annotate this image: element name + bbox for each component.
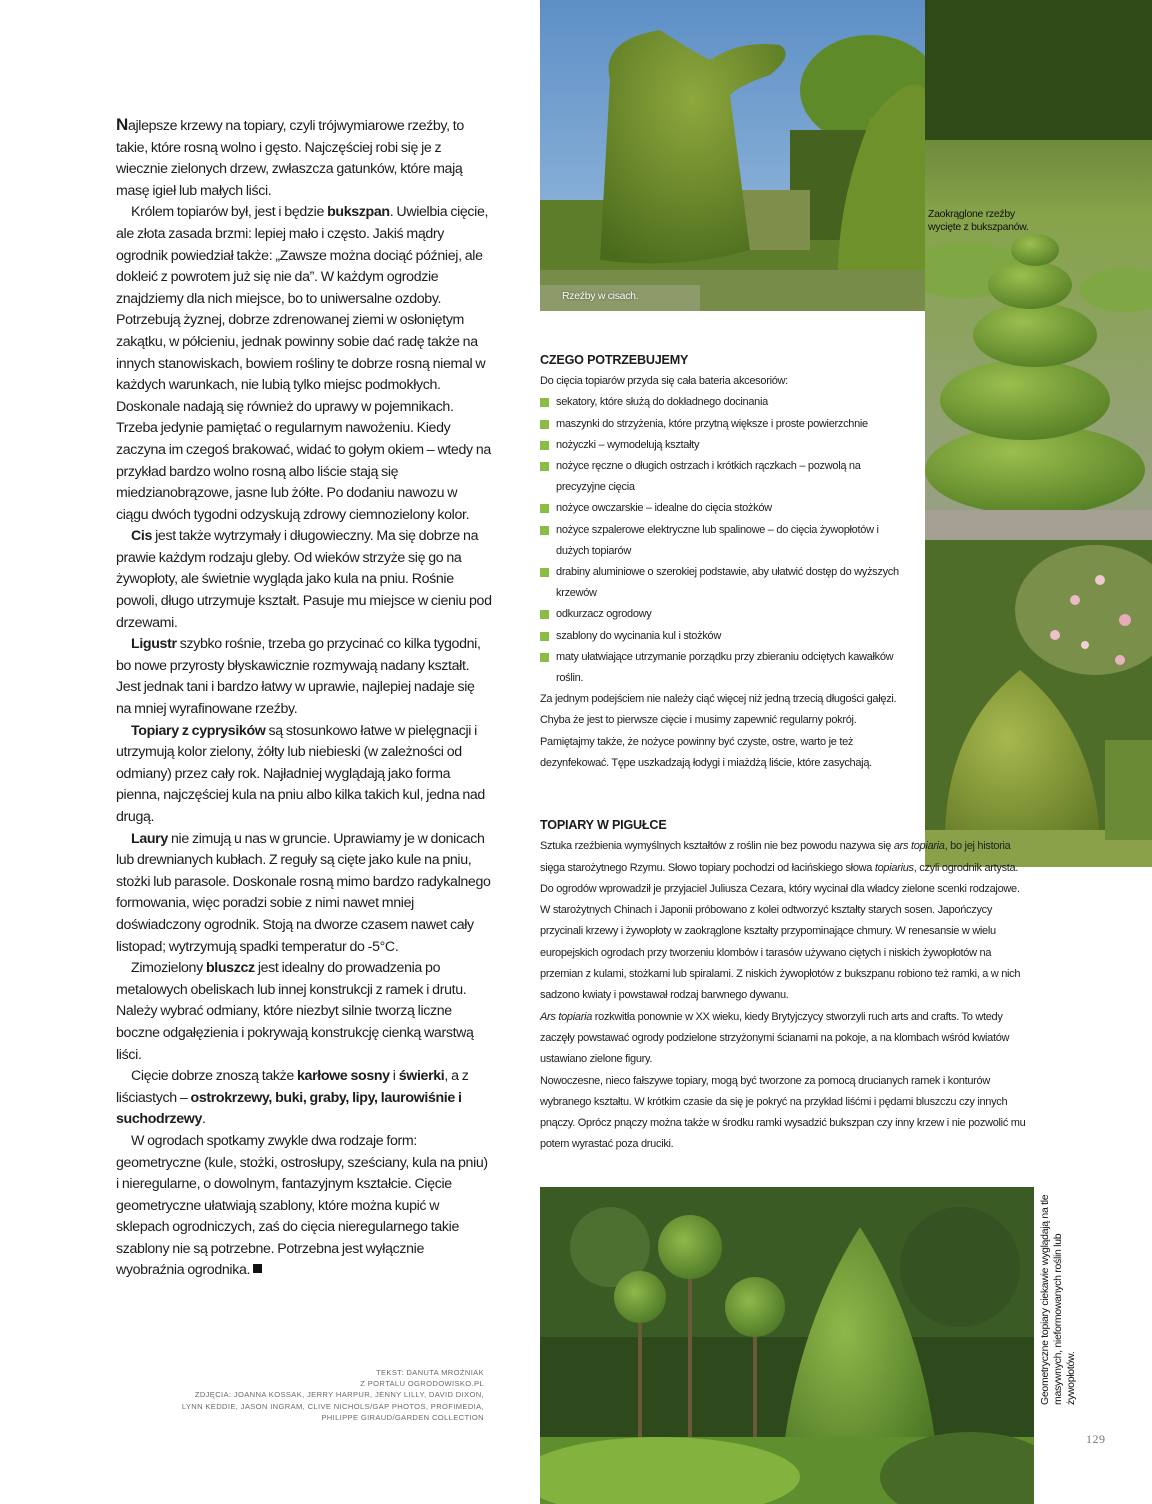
credit-photos-end: PHILIPPE GIRAUD/GARDEN COLLECTION xyxy=(321,1412,484,1422)
needs-intro: Do cięcia topiarów przyda się cała bateria akcesoriów: xyxy=(540,375,788,388)
sidebar-pill xyxy=(540,815,1030,1156)
caption-yew-sculptures: Rzeźby w cisach. xyxy=(562,290,639,302)
needs-item-text: maszynki do strzyżenia, które przytną większe i proste powierzchnie xyxy=(556,417,868,430)
pill-paragraph: Sztuka rzeźbienia wymyślnych kształtów z roślin nie bez powodu nazywa się ars topiaria, bo jej historia sięga starożytnego Rzymu. Słowo topiary pochodzi od łacińskiego słowa topiarius, czyli ogrodnik artysta. Do ogrodów wprowadził je przyjaciel Juliusza Cezara, który wycinał dla władcy zielone scenki rodzajowe. W starożytnych Chinach i Japonii próbowano z kolei odtworzyć kształty starych sosen. Japończycy przycinali krzewy i żywopłoty w zaokrąglone kształty przypominające chmury. W renesansie w wielu europejskich ogrodach przy tworzeniu klombów i tarasów używano ciętych i niskich żywopłotów na przemian z kulami, stożkami lub spiralami. Z niskich żywopłotów z bukszpanu robiono też ramki, a w nich sadzono kwiaty i powstawał rodzaj barwnego dywanu. xyxy=(540,840,1021,1002)
bullet-square-icon xyxy=(540,462,549,471)
bullet-square-icon xyxy=(540,526,549,535)
photo-geometric-conifers xyxy=(540,1187,1034,1504)
page-number: 129 xyxy=(1086,1432,1106,1446)
end-mark-icon xyxy=(253,1264,262,1273)
needs-item-text: drabiny aluminiowe o szerokiej podstawie, aby ułatwić dostęp do wyższych krzewów xyxy=(556,566,899,600)
needs-list-item xyxy=(540,414,912,435)
caption-geometric-conifers: Geometryczne topiary ciekawie wyglądają na tle masywnych, nieformowanych roślin lub żywopłotów. xyxy=(1039,1194,1078,1405)
needs-item-text: nożyce owczarskie – idealne do cięcia stożków xyxy=(556,502,772,515)
needs-item-text: szablony do wycinania kul i stożków xyxy=(556,629,721,642)
needs-item-text: odkurzacz ogrodowy xyxy=(556,608,652,621)
article-paragraph: Królem topiarów był, jest i będzie bukszpan. Uwielbia cięcie, ale złota zasada brzmi: lepiej mało i często. Jakiś mądry ogrodnik powiedział także: „Zawsze można dociąć później, ale dokleić z powrotem już się nie da”. W każdym ogrodzie znajdziemy dla nich miejsce, bo to uniwersalne ozdoby. Potrzebują żyznej, dobrze zdrenowanej ziemi w osłoniętym zakątku, w półcieniu, jednak powinny sobie dać radę także na innych stanowiskach, bowiem rośliny te dobrze rosną niemal w każdych warunkach, nie lubią tylko miejsc podmokłych. Doskonale nadają się również do uprawy w pojemnikach. Trzeba jedynie pamiętać o regularnym nawożeniu. Kiedy zaczyna im czegoś brakować, widać to gołym okiem – wtedy na przykład bardzo wolno rosną albo liście stają się miedzianobrązowe, jasne lub żółte. Po dodaniu nawozu w ciągu dwóch tygodni odzyskują zdrowy ciemnozielony kolor. xyxy=(116,204,491,523)
needs-list-item xyxy=(540,626,912,647)
article-paragraph: Cis jest także wytrzymały i długowieczny. Ma się dobrze na prawie każdym rodzaju gleby. Od wieków strzyże się go na żywopłoty, ale świetnie wygląda jako kula na pniu. Rośnie powoli, długo utrzymuje kształt. Pasuje mu miejsce w cieniu pod drzewami. xyxy=(116,528,492,631)
main-article xyxy=(116,114,492,1282)
needs-list-item xyxy=(540,435,912,456)
article-paragraph: Cięcie dobrze znoszą także karłowe sosny i świerki, a z liściastych – ostrokrzewy, buki, graby, lipy, laurowiśnie i suchodrzewy. xyxy=(116,1068,469,1128)
needs-item-text: nożyce ręczne o długich ostrzach i krótkich rączkach – pozwolą na precyzyjne cięcia xyxy=(556,460,861,494)
needs-item-text: sekatory, które służą do dokładnego docinania xyxy=(556,396,768,409)
needs-item-text: nożyce szpalerowe elektryczne lub spalinowe – do cięcia żywopłotów i dużych topiarów xyxy=(556,523,879,557)
bullet-square-icon xyxy=(540,398,549,407)
needs-list-item xyxy=(540,520,912,562)
article-paragraph: Najlepsze krzewy na topiary, czyli trójwymiarowe rzeźby, to takie, które rosną wolno i gęsto. Najczęściej robi się je z wiecznie zielonych drzew, zwłaszcza gatunków, które mają masę igieł lub małych liści. xyxy=(116,115,464,199)
bullet-square-icon xyxy=(540,420,549,429)
bullet-square-icon xyxy=(540,610,549,619)
pill-paragraph: Nowoczesne, nieco fałszywe topiary, mogą być tworzone za pomocą drucianych ramek i konturów wybranego kształtu. W krótkim czasie da się je pokryć na przykład liśćmi i pędami bluszczu czy innych pnączy. Oprócz pnączy można także w środku ramki wysadzić bukszpan czy inny krzew i nie pozwolić mu potem wyrastać poza druciki. xyxy=(540,1074,1026,1151)
article-paragraph: Zimozielony bluszcz jest idealny do prowadzenia po metalowych obeliskach lub innej konstrukcji z ramek i drutu. Należy wybrać odmiany, które niezbyt silnie tworzą liczne boczne odgałęzienia i pokrywają konstrukcję cienką warstwą liści. xyxy=(116,960,474,1063)
needs-list-item xyxy=(540,456,912,498)
credit-author: TEKST: DANUTA MROŻNIAK xyxy=(376,1368,484,1377)
needs-outro: Za jednym podejściem nie należy ciąć więcej niż jedną trzecią długości gałęzi. Chyba że jest to pierwsze cięcie i musimy zapewnić regularny pokrój. Pamiętajmy także, że nożyce powinny być czyste, ostre, warto je też dezynfekować. Tępe uszkadzają łodygi i miażdżą liście, które zasychają. xyxy=(540,693,897,769)
bullet-square-icon xyxy=(540,441,549,450)
credits xyxy=(112,1367,484,1423)
credit-photos-cont: LYNN KEDDIE, JASON INGRAM, CLIVE NICHOLS/GAP PHOTOS, PROFIMEDIA, xyxy=(181,1401,484,1411)
pill-title: TOPIARY W PIGUŁCE xyxy=(540,818,667,832)
needs-item-text: nożyczki – wymodelują kształty xyxy=(556,438,700,451)
article-paragraph: W ogrodach spotkamy zwykle dwa rodzaje form: geometryczne (kule, stożki, ostrosłupy, sześciany, kula na pniu) i nieregularne, o dowolnym, fantazyjnym kształcie. Cięcie geometryczne ułatwiają szablony, które można kupić w sklepach ogrodniczych, zaś do cięcia nieregularnego takie szablony nie są potrzebne. Potrzebna jest wyłącznie wyobraźnia ogrodnika. xyxy=(116,1132,488,1279)
needs-title: CZEGO POTRZEBUJEMY xyxy=(540,353,689,367)
credit-source: Z PORTALU OGRODOWISKO.PL xyxy=(360,1379,484,1389)
article-paragraph: Laury nie zimują u nas w gruncie. Uprawiamy je w donicach lub drewnianych kubłach. Z reguły są cięte jako kule na pniu, stożki lub parasole. Doskonale rosną mimo bardzo radykalnego formowania, więc poradzi sobie z nimi nawet mniej doświadczony ogrodnik. Stoją na dworze czasem nawet cały listopad; wytrzymują spadki temperatur do -5°C. xyxy=(116,830,491,955)
caption-geometric-conifers-wrapper xyxy=(1039,1185,1085,1405)
pill-paragraph: Ars topiaria rozkwitła ponownie w XX wieku, kiedy Brytyjczycy stworzyli ruch arts and crafts. To wtedy zaczęły powstawać ogrody podzielone strzyżonymi ścianami na pokoje, a na klombach wśród kwiatów ustawiano zielone figury. xyxy=(540,1010,1010,1066)
article-paragraph: Topiary z cyprysików są stosunkowo łatwe w pielęgnacji i utrzymują kolor zielony, żółty lub niebieski (w zależności od odmiany) przez cały rok. Najładniej wyglądają jako forma pienna, najczęściej kula na pniu albo kilka takich kul, jedna nad drugą. xyxy=(116,722,485,825)
bullet-square-icon xyxy=(540,632,549,641)
needs-list xyxy=(540,392,912,689)
bullet-square-icon xyxy=(540,504,549,513)
needs-list-item xyxy=(540,647,912,689)
photo-yew-sculptures xyxy=(540,0,925,311)
needs-list-item xyxy=(540,392,912,413)
sidebar-needs xyxy=(540,350,912,774)
caption-spiral-boxwood: Zaokrąglone rzeźby wycięte z bukszpanów. xyxy=(928,208,1029,233)
photo-spiral-boxwood xyxy=(925,0,1152,540)
needs-list-item xyxy=(540,562,912,604)
bullet-square-icon xyxy=(540,653,549,662)
needs-item-text: maty ułatwiające utrzymanie porządku przy zbieraniu odciętych kawałków roślin. xyxy=(556,650,894,685)
credit-photos: ZDJĘCIA: JOANNA KOSSAK, JERRY HARPUR, JENNY LILLY, DAVID DIXON, xyxy=(194,1390,484,1400)
needs-list-item xyxy=(540,498,912,519)
bullet-square-icon xyxy=(540,568,549,577)
needs-list-item xyxy=(540,604,912,625)
article-paragraph: Ligustr szybko rośnie, trzeba go przycinać co kilka tygodni, bo nowe przyrosty błyskawicznie rozmywają nadany kształt. Jest jednak tani i bardzo łatwy w uprawie, najlepiej nadaje się na mniej wyrafinowane rzeźby. xyxy=(116,636,481,718)
